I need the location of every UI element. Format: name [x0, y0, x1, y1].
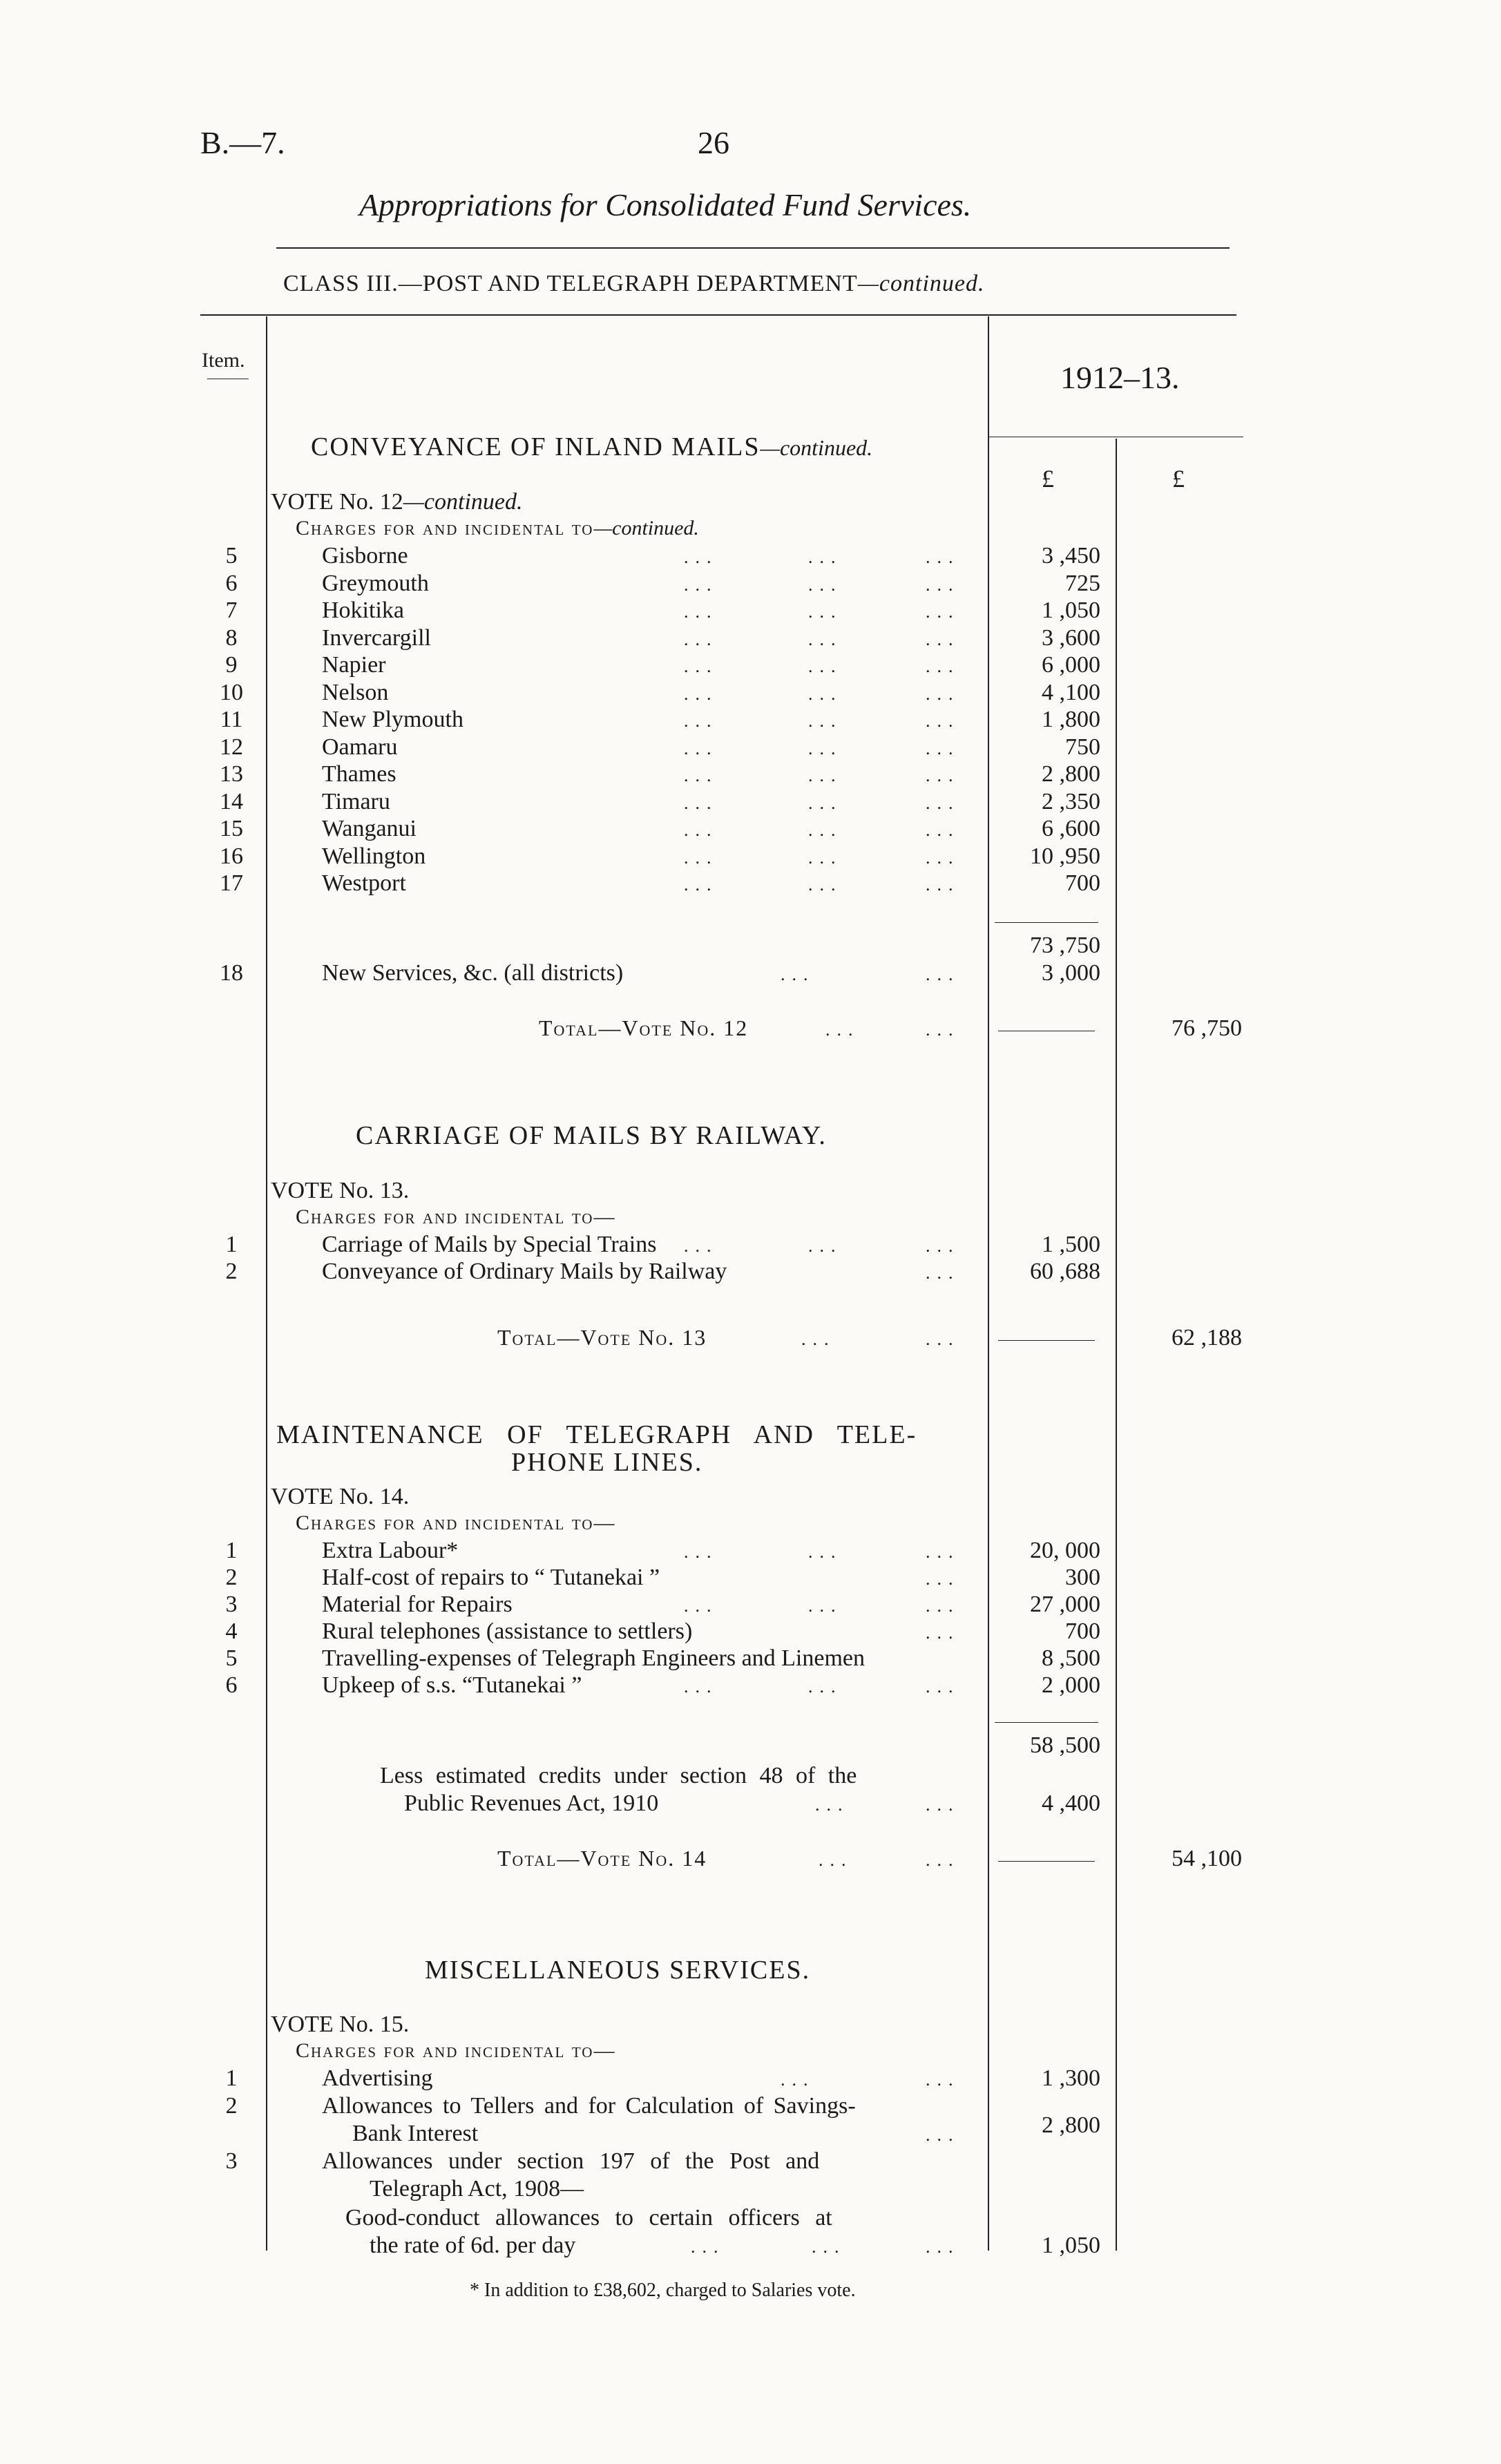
table-row: [0, 789, 1501, 816]
class-heading: [283, 271, 985, 297]
page-title: Appropriations for Consolidated Fund Services.: [359, 187, 972, 222]
item-number: 6: [225, 1672, 238, 1698]
item-label: Advertising: [322, 2065, 433, 2091]
item-number: 12: [220, 734, 243, 760]
leader-dots: ...: [808, 792, 843, 813]
vote-14-credits-label-line2: Public Revenues Act, 1910: [404, 1790, 659, 1816]
vote-14-credits-amount: 4 ,400: [1042, 1790, 1100, 1816]
table-row: [0, 2065, 1501, 2093]
item-number: 16: [220, 843, 243, 869]
leader-dots: ...: [808, 602, 843, 622]
leader-dots: ...: [684, 629, 718, 649]
vote-15-heading: VOTE No. 15.: [271, 2012, 410, 2037]
table-row: [0, 870, 1501, 898]
table-row: [0, 571, 1501, 598]
leader-dots: ...: [926, 792, 960, 813]
item-amount: 750: [1065, 734, 1100, 760]
item-number: 9: [225, 652, 238, 678]
item-label: Oamaru: [322, 734, 398, 760]
item-amount: 10 ,950: [1030, 843, 1100, 869]
leader-dots: ...: [684, 574, 718, 595]
vote-12-subtotal: 73 ,750: [1030, 933, 1100, 958]
leader-dots: ...: [926, 964, 960, 984]
item-amount: 700: [1065, 1618, 1100, 1644]
document-code: B.—7.: [200, 125, 285, 160]
leader-dots: ...: [808, 1236, 843, 1256]
leader-dots: ...: [926, 765, 960, 785]
item-number: 3: [225, 2148, 238, 2174]
leader-dots: ...: [684, 1236, 718, 1256]
item-label: Conveyance of Ordinary Mails by Railway: [322, 1259, 727, 1284]
item-amount: 725: [1065, 570, 1100, 596]
inland-mails-title-suffix: —continued.: [760, 435, 873, 460]
item-number: 2: [225, 2093, 238, 2119]
title-rule: [276, 247, 1230, 249]
item-label-continued: Telegraph Act, 1908—: [370, 2176, 584, 2202]
leader-dots: ...: [808, 656, 843, 676]
leader-dots: ...: [808, 875, 843, 895]
item-label: Rural telephones (assistance to settlers): [322, 1618, 693, 1644]
inland-mails-heading: [311, 432, 872, 462]
leader-dots: ...: [684, 765, 718, 785]
leader-dots: ...: [684, 1596, 718, 1616]
table-row: [0, 652, 1501, 680]
leader-dots: ...: [926, 1850, 960, 1870]
table-top-rule: [200, 314, 1236, 316]
item-amount: 700: [1065, 870, 1100, 896]
leader-dots: ...: [781, 2070, 815, 2090]
leader-dots: ...: [926, 2237, 960, 2257]
vote-12-heading: [271, 489, 523, 515]
leader-dots: ...: [926, 1542, 960, 1562]
class-heading-text: CLASS III.—POST AND TELEGRAPH DEPARTMENT: [283, 271, 858, 296]
vote-12-subtotal-rule: [995, 922, 1098, 923]
item-amount: 300: [1065, 1565, 1100, 1590]
item-amount: 8 ,500: [1042, 1645, 1100, 1671]
leader-dots: ...: [684, 820, 718, 840]
class-heading-suffix: —continued.: [857, 271, 985, 296]
vote-12-charges-suffix: —continued.: [593, 517, 699, 539]
item-amount: 2 ,800: [1042, 2112, 1100, 2138]
item-label: Travelling-expenses of Telegraph Engineers and Linemen: [322, 1645, 866, 1671]
item-amount: 6 ,000: [1042, 652, 1100, 678]
vote-14-credits-row: [0, 1763, 1501, 1790]
leader-dots: ...: [926, 847, 960, 868]
table-row-continued: [0, 2176, 1501, 2204]
leader-dots: ...: [684, 683, 718, 704]
page-number: 26: [698, 125, 729, 160]
table-row: [0, 761, 1501, 789]
table-row-continued: [0, 2233, 1501, 2260]
item-amount: 3 ,450: [1042, 543, 1100, 569]
item-label-continued: the rate of 6d. per day: [370, 2233, 576, 2258]
item-amount: 1 ,800: [1042, 707, 1100, 732]
item-label: Extra Labour*: [322, 1538, 459, 1563]
leader-dots: ...: [808, 683, 843, 704]
item-label: Allowances under section 197 of the Post and: [322, 2148, 820, 2174]
vote-13-total: 62 ,188: [1172, 1325, 1242, 1350]
vote-12-subtotal-row: [0, 933, 1501, 960]
leader-dots: ...: [926, 574, 960, 595]
item-number: 15: [220, 816, 243, 841]
leader-dots: ...: [808, 574, 843, 595]
item-label: Allowances to Tellers and for Calculation of Savings-: [322, 2093, 856, 2119]
inland-mails-title: CONVEYANCE OF INLAND MAILS: [311, 432, 761, 461]
leader-dots: ...: [926, 602, 960, 622]
item-number: 6: [225, 570, 238, 596]
item-number: 17: [220, 870, 243, 896]
leader-dots: ...: [801, 1329, 836, 1349]
item-label: Invercargill: [322, 624, 431, 651]
leader-dots: ...: [808, 765, 843, 785]
item-amount: 6 ,600: [1042, 816, 1100, 841]
item-number: 4: [225, 1618, 238, 1644]
telegraph-heading-line1: MAINTENANCE OF TELEGRAPH AND TELE-: [276, 1420, 917, 1449]
vote-14-subtotal: 58 ,500: [1030, 1732, 1100, 1758]
leader-dots: ...: [926, 711, 960, 731]
table-row: [0, 1232, 1501, 1259]
leader-dots: ...: [926, 875, 960, 895]
leader-dots: ...: [684, 875, 718, 895]
vote-14-heading: VOTE No. 14.: [271, 1484, 410, 1509]
leader-dots: ...: [808, 629, 843, 649]
vote-14-credits-row-2: [0, 1790, 1501, 1818]
table-row: [0, 1618, 1501, 1646]
leader-dots: ...: [926, 2125, 960, 2145]
item-number: 7: [225, 598, 238, 623]
vote-14-total-rule: [998, 1861, 1095, 1862]
leader-dots: ...: [684, 847, 718, 868]
table-row: [0, 625, 1501, 653]
item-number: 2: [225, 1565, 238, 1590]
leader-dots: ...: [926, 1236, 960, 1256]
leader-dots: ...: [926, 629, 960, 649]
table-row-continued: [0, 2205, 1501, 2233]
vote-14-total-label: Total—Vote No. 14: [497, 1846, 707, 1871]
vote-14-credits-label-line1: Less estimated credits under section 48 of the: [380, 1763, 857, 1788]
table-row: [0, 1259, 1501, 1286]
table-row: [0, 960, 1501, 988]
vote-12-charges-heading: [296, 517, 699, 540]
item-amount: 1 ,500: [1042, 1232, 1100, 1257]
leader-dots: ...: [684, 656, 718, 676]
item-label: Upkeep of s.s. “Tutanekai ”: [322, 1672, 582, 1698]
item-number: 5: [225, 1645, 238, 1671]
vote-12-suffix: —continued.: [403, 489, 523, 515]
vote-13-total-row: [0, 1325, 1501, 1353]
item-amount: 2 ,350: [1042, 788, 1100, 814]
leader-dots: ...: [684, 738, 718, 758]
item-amount: 3 ,000: [1042, 960, 1100, 986]
table-row: [0, 1672, 1501, 1700]
vote-14-total: 54 ,100: [1172, 1846, 1242, 1871]
table-row: [0, 734, 1501, 762]
currency-header-right: £: [1172, 465, 1185, 493]
leader-dots: ...: [684, 1677, 718, 1697]
item-column-header: Item.: [202, 349, 245, 372]
item-amount: 2 ,000: [1042, 1672, 1100, 1698]
table-row: [0, 1538, 1501, 1565]
leader-dots: ...: [808, 847, 843, 868]
leader-dots: ...: [926, 738, 960, 758]
leader-dots: ...: [926, 1569, 960, 1589]
vote-13-heading: VOTE No. 13.: [271, 1178, 410, 1203]
item-label: Gisborne: [322, 543, 408, 569]
leader-dots: ...: [691, 2237, 725, 2257]
leader-dots: ...: [926, 1677, 960, 1697]
vote-13-charges-heading: Charges for and incidental to—: [296, 1205, 616, 1228]
item-label: Nelson: [322, 679, 389, 705]
item-label-continued: Good-conduct allowances to certain officers at: [345, 2205, 832, 2231]
leader-dots: ...: [926, 547, 960, 567]
item-number: 1: [225, 1232, 238, 1257]
leader-dots: ...: [781, 964, 815, 984]
item-amount: 1 ,300: [1042, 2065, 1100, 2091]
item-number: 1: [225, 1538, 238, 1563]
leader-dots: ...: [684, 711, 718, 731]
table-row: [0, 680, 1501, 707]
leader-dots: ...: [808, 738, 843, 758]
vote-14-total-row: [0, 1846, 1501, 1873]
item-number: 11: [220, 707, 243, 732]
leader-dots: ...: [926, 656, 960, 676]
item-number: 5: [225, 543, 238, 569]
item-label: Napier: [322, 652, 386, 678]
item-amount: 60 ,688: [1030, 1259, 1100, 1284]
vote-14-subtotal-rule: [995, 1722, 1098, 1723]
table-row: [0, 843, 1501, 871]
year-column-header: 1912–13.: [1060, 360, 1180, 395]
leader-dots: ...: [926, 1795, 960, 1815]
item-amount: 3 ,600: [1042, 624, 1100, 651]
item-number: 14: [220, 788, 243, 814]
misc-services-heading: MISCELLANEOUS SERVICES.: [425, 1956, 811, 1985]
table-row: [0, 1565, 1501, 1592]
table-row: [0, 1645, 1501, 1673]
leader-dots: ...: [926, 1596, 960, 1616]
item-number: 10: [220, 679, 243, 705]
item-label: Greymouth: [322, 570, 429, 596]
item-label: New Plymouth: [322, 707, 463, 732]
leader-dots: ...: [926, 683, 960, 704]
vote-12-total-label: Total—Vote No. 12: [539, 1015, 749, 1040]
vote-12-charges-label: Charges for and incidental to: [296, 517, 594, 539]
leader-dots: ...: [926, 1020, 960, 1040]
leader-dots: ...: [808, 820, 843, 840]
vote-14-subtotal-row: [0, 1732, 1501, 1760]
leader-dots: ...: [684, 547, 718, 567]
table-row: [0, 2148, 1501, 2176]
currency-header-left: £: [1042, 465, 1054, 493]
table-row: [0, 707, 1501, 734]
table-row: [0, 816, 1501, 843]
item-label: Half-cost of repairs to “ Tutanekai ”: [322, 1565, 660, 1590]
item-label: Wanganui: [322, 816, 417, 841]
telegraph-heading-line2: PHONE LINES.: [511, 1448, 703, 1477]
table-row-continued: [0, 2112, 1501, 2148]
leader-dots: ...: [808, 1596, 843, 1616]
table-row: [0, 543, 1501, 571]
vote-12-total: 76 ,750: [1172, 1015, 1242, 1041]
item-number: 3: [225, 1592, 238, 1617]
table-row: [0, 2093, 1501, 2121]
item-label: Thames: [322, 761, 396, 787]
item-label-continued: Bank Interest: [352, 2121, 479, 2146]
item-label: New Services, &c. (all districts): [322, 960, 624, 986]
item-number: 2: [225, 1259, 238, 1284]
railway-heading: CARRIAGE OF MAILS BY RAILWAY.: [356, 1121, 827, 1150]
item-amount: 1 ,050: [1042, 2233, 1100, 2258]
item-amount: 4 ,100: [1042, 679, 1100, 705]
leader-dots: ...: [926, 820, 960, 840]
vote-14-charges-heading: Charges for and incidental to—: [296, 1511, 616, 1534]
vote-15-charges-heading: Charges for and incidental to—: [296, 2039, 616, 2062]
vote-13-total-rule: [998, 1340, 1095, 1341]
leader-dots: ...: [812, 2237, 846, 2257]
item-number: 8: [225, 624, 238, 651]
item-label: Carriage of Mails by Special Trains: [322, 1232, 657, 1257]
table-row: [0, 1592, 1501, 1619]
footnote: * In addition to £38,602, charged to Salaries vote.: [470, 2280, 856, 2301]
vote-12-label: VOTE No. 12: [271, 489, 403, 515]
leader-dots: ...: [815, 1795, 850, 1815]
table-row: [0, 598, 1501, 625]
item-label: Material for Repairs: [322, 1592, 513, 1617]
item-label: Wellington: [322, 843, 426, 869]
leader-dots: ...: [808, 1542, 843, 1562]
leader-dots: ...: [926, 1263, 960, 1283]
item-number: 18: [220, 960, 243, 986]
leader-dots: ...: [808, 547, 843, 567]
leader-dots: ...: [808, 711, 843, 731]
item-amount: 20, 000: [1030, 1538, 1100, 1563]
leader-dots: ...: [684, 792, 718, 813]
leader-dots: ...: [684, 602, 718, 622]
item-label: Hokitika: [322, 598, 404, 623]
vote-12-total-row: [0, 1015, 1501, 1043]
leader-dots: ...: [926, 1623, 960, 1643]
leader-dots: ...: [808, 1677, 843, 1697]
leader-dots: ...: [926, 2070, 960, 2090]
item-amount: 1 ,050: [1042, 598, 1100, 623]
item-amount: 27 ,000: [1030, 1592, 1100, 1617]
vote-13-total-label: Total—Vote No. 13: [497, 1325, 707, 1350]
item-label: Westport: [322, 870, 406, 896]
leader-dots: ...: [926, 1329, 960, 1349]
leader-dots: ...: [684, 1542, 718, 1562]
item-number: 1: [225, 2065, 238, 2091]
item-amount: 2 ,800: [1042, 761, 1100, 787]
leader-dots: ...: [819, 1850, 853, 1870]
leader-dots: ...: [825, 1020, 860, 1040]
item-number: 13: [220, 761, 243, 787]
item-label: Timaru: [322, 788, 390, 814]
